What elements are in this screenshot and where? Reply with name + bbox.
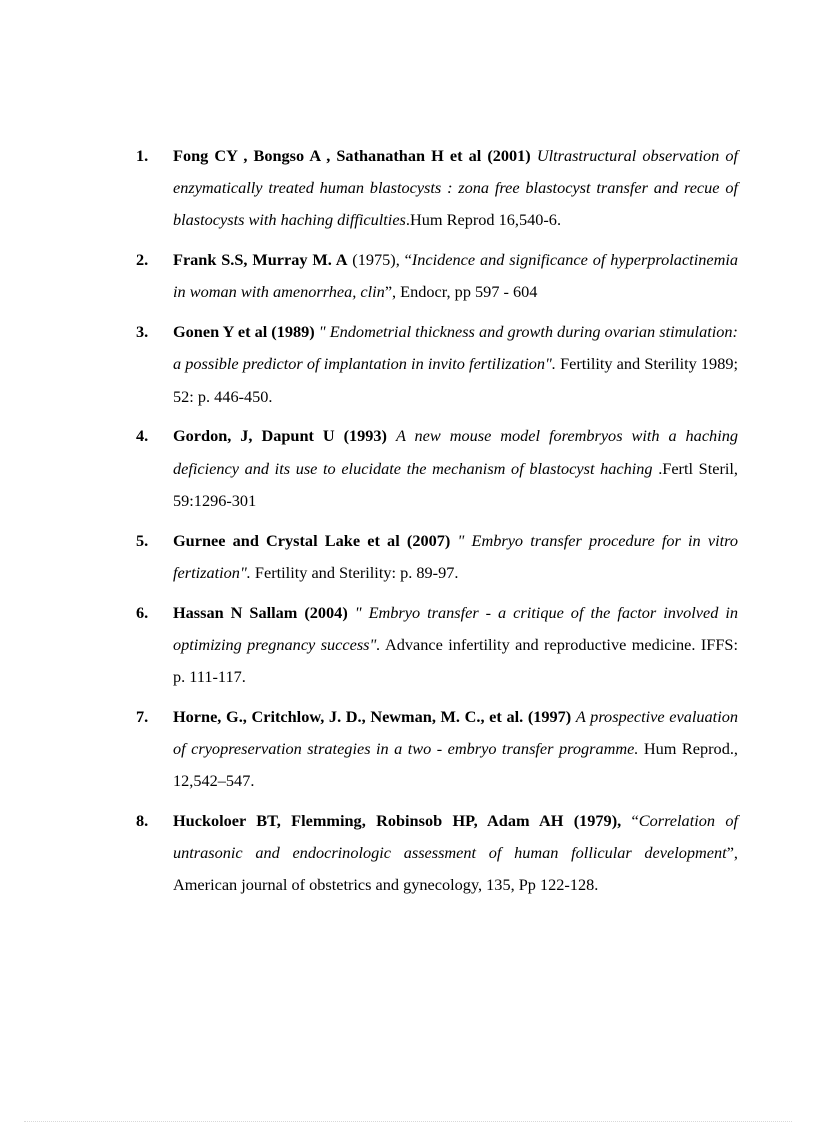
reference-authors: Gordon, J, Dapunt U (1993) [173,426,387,446]
reference-item-4 [136,420,738,517]
reference-authors: Frank S.S, Murray M. A [173,250,348,270]
reference-number: 8. [136,811,149,831]
reference-title: A prospective evaluation of cryopreservation strategies in a two - embryo transfer programme. [173,706,738,759]
reference-source: Hum Reprod., 12,542–547. [173,739,738,791]
reference-title: " Endometrial thickness and growth during ovarian stimulation: a possible predictor of implantation in invito fertilization". [173,322,738,374]
reference-authors: Gonen Y et al (1989) [173,322,315,342]
reference-title: Incidence and significance of hyperprolactinemia in woman with amenorrhea, clin [173,250,739,302]
reference-item-5 [136,525,738,589]
reference-title: A new mouse model forembryos with a haching deficiency and its use to elucidate the mechanism of blastocyst haching [173,426,738,478]
reference-number: 2. [136,250,149,270]
reference-title: Ultrastructural observation of enzymatically treated human blastocysts : zona free blastocyst transfer and recue of blastocysts with haching difficulties [173,146,738,230]
reference-source: Advance infertility and reproductive medicine. IFFS: p. 111-117. [173,634,738,687]
reference-title: " Embryo transfer procedure for in vitro fertization". [173,530,739,582]
reference-source: .Fertl Steril, 59:1296-301 [173,458,738,510]
reference-number: 6. [136,602,149,622]
reference-authors: Horne, G., Critchlow, J. D., Newman, M. C., et al. (1997) [173,706,572,726]
reference-authors: Fong CY , Bongso A , Sathanathan H et al (2001) [173,146,531,165]
reference-separator: “ [621,811,639,831]
reference-number: 1. [136,146,149,165]
reference-item-1 [136,140,738,237]
reference-title: " Embryo transfer - a critique of the factor involved in optimizing pregnancy success". [173,602,739,654]
reference-separator [348,603,355,622]
reference-separator [450,531,457,550]
reference-source: ”, Endocr, pp 597 - 604 [384,282,538,302]
reference-item-8 [136,805,738,902]
reference-separator: (1975), “ [347,250,412,270]
reference-source: Fertility and Sterility: p. 89-97. [250,562,459,582]
reference-separator [387,426,396,445]
reference-item-3 [136,316,738,413]
page-bottom-rule [24,1121,792,1122]
reference-source: .Hum Reprod 16,540-6. [405,210,562,230]
reference-item-7 [136,701,738,798]
reference-source: Fertility and Sterility 1989; 52: p. 446-450. [173,354,738,406]
reference-authors: Hassan N Sallam (2004) [173,602,348,622]
reference-source: ”, American journal of obstetrics and gynecology, 135, Pp 122-128. [173,843,738,895]
reference-title: Correlation of untrasonic and endocrinologic assessment of human follicular development [173,811,738,863]
reference-number: 4. [136,426,149,446]
reference-item-2 [136,244,738,308]
reference-authors: Huckoloer BT, Flemming, Robinsob HP, Adam AH (1979), [173,811,622,831]
reference-number: 7. [136,706,149,726]
reference-item-6 [136,597,738,694]
reference-authors: Gurnee and Crystal Lake et al (2007) [173,530,451,550]
reference-number: 3. [136,322,149,342]
reference-list [136,140,738,909]
reference-number: 5. [136,530,149,550]
